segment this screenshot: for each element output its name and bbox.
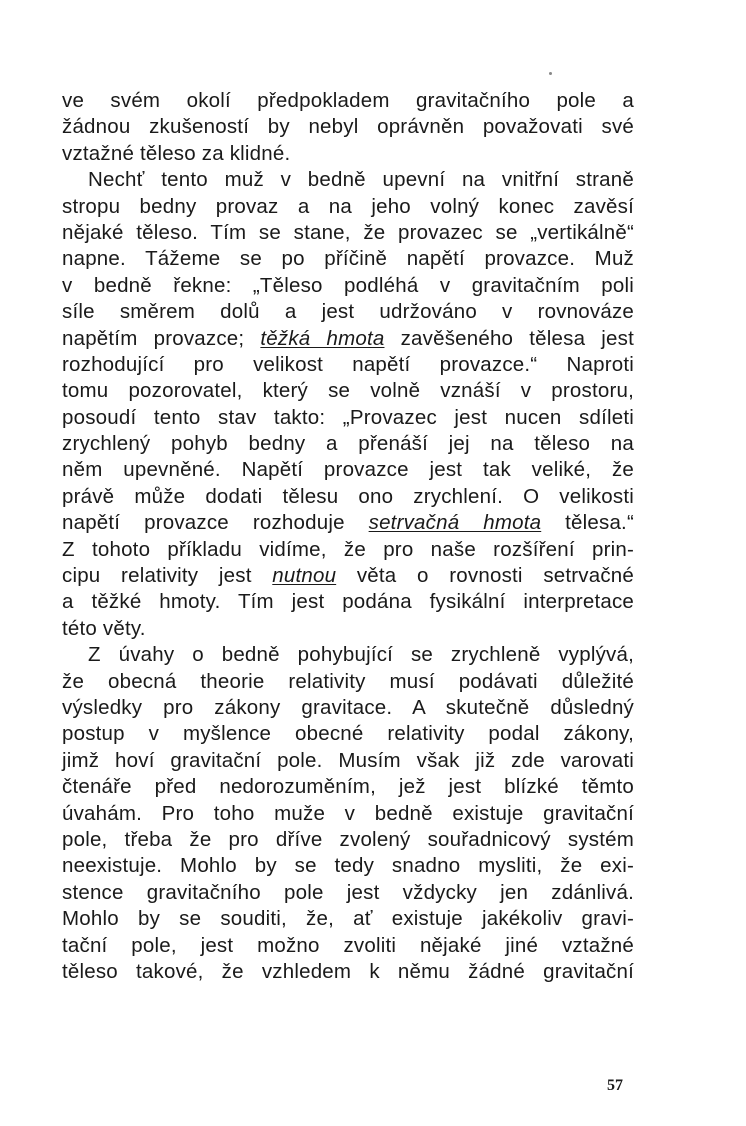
text-line: Z tohoto příkladu vidíme, že pro naše rozšíření prin- (62, 537, 634, 561)
text-line: v bedně řekne: „Těleso podléhá v gravitačním poli (62, 273, 634, 297)
text-line: stence gravitačního pole jest vždycky jen zdánlivá. (62, 880, 634, 904)
text-line: posoudí tento stav takto: „Provazec jest nucen sdíleti (62, 405, 634, 429)
text-line: nějaké těleso. Tím se stane, že provazec se „vertikálně“ (62, 220, 634, 244)
text-line: Mohlo by se souditi, že, ať existuje jakékoliv gravi- (62, 907, 634, 931)
text-line: Nechť tento muž v bedně upevní na vnitřní straně (88, 168, 634, 192)
text-line: úvahám. Pro toho muže v bedně existuje gravitační (62, 801, 634, 825)
text-line: žádnou zkušeností by nebyl oprávněn považovati své (62, 115, 634, 139)
text-line: těleso takové, že vzhledem k němu žádné gravitační (62, 959, 634, 983)
text-line: výsledky pro zákony gravitace. A skutečně důsledný (62, 695, 634, 719)
text-line: cipu relativity jest nutnou věta o rovnosti setrvačné (62, 564, 634, 588)
text-line: napětí provazce rozhoduje setrvačná hmota tělesa.“ (62, 511, 634, 535)
text-line: této věty. (62, 616, 146, 640)
text-line: pole, třeba že pro dříve zvolený souřadnicový systém (62, 827, 634, 851)
text-line: stropu bedny provaz a na jeho volný konec zavěsí (62, 194, 634, 218)
text-line: tomu pozorovatel, který se volně vznáší v prostoru, (62, 379, 634, 403)
text-line: jimž hoví gravitační pole. Musím však již zde varovati (62, 748, 634, 772)
text-line: Z úvahy o bedně pohybující se zrychleně vyplývá, (88, 643, 634, 667)
text-line: něm upevněné. Napětí provazce jest tak veliké, že (62, 458, 634, 482)
text-line: postup v myšlence obecné relativity podal zákony, (62, 722, 634, 746)
text-line: čtenáře před nedorozuměním, jež jest blízké těmto (62, 775, 634, 799)
text-line: rozhodující pro velikost napětí provazce.“ Naproti (62, 352, 634, 376)
page-number: 57 (607, 1077, 623, 1094)
text-line: právě může dodati tělesu ono zrychlení. O velikosti (62, 484, 634, 508)
text-line: napětím provazce; těžká hmota zavěšeného tělesa jest (62, 326, 634, 350)
text-line: a těžké hmoty. Tím jest podána fysikální interpretace (62, 590, 634, 614)
text-line: neexistuje. Mohlo by se tedy snadno mysliti, že exi- (62, 854, 634, 878)
text-line: síle směrem dolů a jest udržováno v rovnováze (62, 300, 634, 324)
text-line: ve svém okolí předpokladem gravitačního pole a (62, 89, 634, 112)
body-text (62, 88, 634, 985)
text-line: tační pole, jest možno zvoliti nějaké jiné vztažné (62, 933, 634, 957)
text-line: zrychlený pohyb bedny a přenáší jej na těleso na (62, 432, 634, 456)
text-line: napne. Tážeme se po příčině napětí provazce. Muž (62, 247, 634, 271)
text-line: že obecná theorie relativity musí podávati důležité (62, 669, 634, 693)
text-line: vztažné těleso za klidné. (62, 141, 291, 165)
paper-speck (549, 72, 552, 75)
